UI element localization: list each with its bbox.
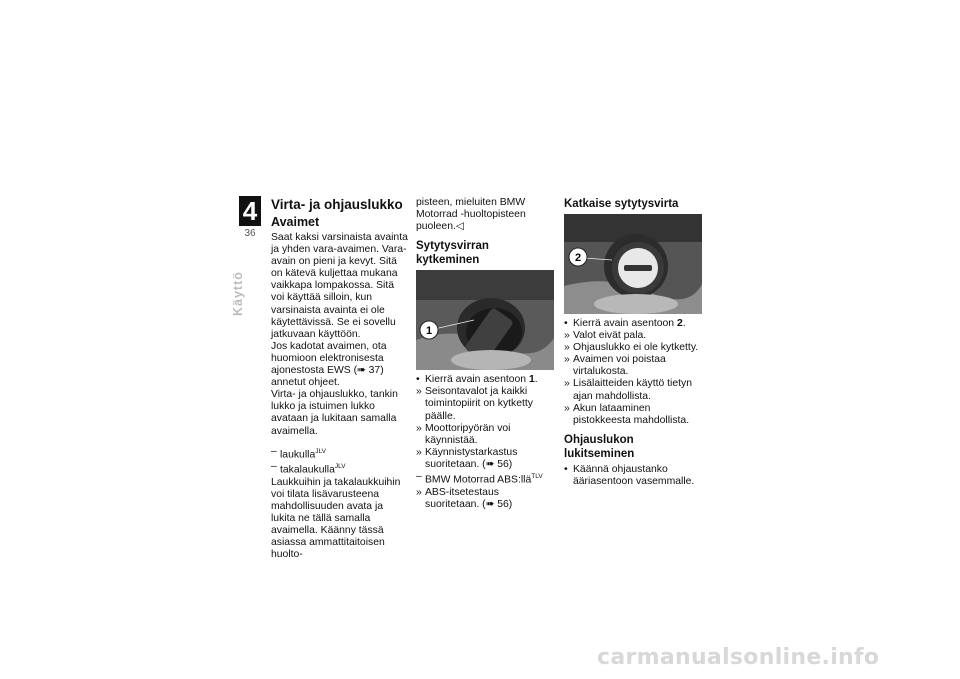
paragraph: Jos kadotat avaimen, ota huomioon elektronisesta ajonestosta EWS (➠ 37) annetut ohjeet.: [271, 340, 387, 389]
subsection-title: Avaimet: [271, 215, 320, 229]
option-list: [271, 446, 409, 477]
list-item: » Lisälaitteiden käyttö tietyn ajan mahdollista.: [564, 378, 692, 402]
ignition-photo-on: [416, 270, 554, 370]
ignition-photo-off: [564, 214, 702, 314]
step-list: [564, 318, 702, 427]
list-item: » Valot eivät pala.: [564, 330, 647, 342]
section-heading: Katkaise sytytysvirta: [564, 198, 679, 210]
watermark: carmanualsonline.info: [597, 645, 880, 670]
list-item: » ABS-itsetestaus suoritetaan. (➠ 56): [416, 486, 513, 510]
list-item: » Ohjauslukko ei ole kytketty.: [564, 342, 699, 354]
list-item: » Akun lataaminen pistokkeesta mahdollista.: [564, 402, 690, 426]
paragraph: pisteen, mieluiten BMW Motorrad -huoltopisteen puoleen.◁: [416, 197, 526, 233]
paragraph: Saat kaksi varsinaista avainta ja yhden vara-avaimen. Vara-avain on pieni ja kevyt. Sitä on kätevä kuljettaa mukana vaikkapa lompakossa. Sitä voi käyttää silloin, kun varsinaista avainta ei ole käytettävissä. Se ei sovellu jatkuvaan käyttöön.: [271, 232, 408, 340]
chapter-tab: 4: [239, 196, 261, 226]
chapter-side-label: Käyttö: [231, 271, 245, 316]
paragraph: Laukkuihin ja takalaukkuihin voi tilata lisävarusteena mahdollisuuden avata ja lukita ne tällä samalla avaimella. Käänny tässä asiassa ammattitaitoisen huolto-: [271, 476, 401, 561]
list-item: » Moottoripyörän voi käynnistää.: [416, 422, 511, 446]
image-label: 1: [425, 325, 433, 338]
list-item: » Seisontavalot ja kaikki toimintopiirit on kytketty päälle.: [416, 386, 533, 422]
step-list: [416, 374, 554, 511]
list-item: • Kierrä avain asentoon 2.: [564, 318, 686, 329]
column-1: [271, 197, 409, 561]
column-3: [564, 197, 702, 488]
list-item: • Kierrä avain asentoon 1.: [416, 374, 538, 386]
step-list: [564, 464, 702, 488]
list-item: • Käännä ohjaustanko ääriasentoon vasemmalle.: [564, 463, 695, 487]
paragraph: Virta- ja ohjauslukko, tankin lukko ja istuimen lukko avataan ja lukitaan samalla avaimella.: [271, 389, 398, 437]
column-2: [416, 197, 554, 511]
list-item: – takalaukulla$^{JLV}$: [271, 461, 346, 476]
list-item: – laukulla$^{JLV}$: [271, 445, 326, 461]
list-item: » Käynnistystarkastus suoritetaan. (➠ 56): [416, 446, 518, 470]
page-number: 36: [244, 228, 256, 239]
list-item: » Avaimen voi poistaa virtalukosta.: [564, 354, 666, 378]
section-title: Virta- ja ohjauslukko: [271, 197, 403, 212]
section-heading: Ohjauslukon lukitseminen: [564, 433, 635, 460]
section-heading: Sytytysvirran kytkeminen: [416, 240, 489, 267]
list-item: – BMW Motorrad ABS:llä$^{TLV}$: [416, 471, 543, 486]
image-label: 2: [574, 252, 582, 264]
